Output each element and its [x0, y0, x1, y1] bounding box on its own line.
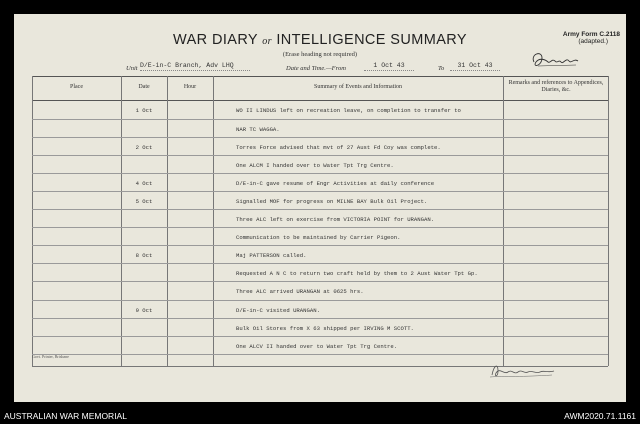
column-line	[32, 76, 33, 366]
date-from-value: 1 Oct 43	[364, 62, 414, 71]
row-summary-text: Three ALC left on exercise from VICTORIA POINT for URANGAN.	[236, 216, 435, 223]
header-date: Date	[138, 84, 150, 90]
row-summary-text: Bulk Oil Stores from X 63 shipped per IRVING M SCOTT.	[236, 324, 414, 332]
row-summary-text: Maj PATTERSON called.	[236, 252, 307, 260]
row-rule	[32, 318, 608, 319]
column-line	[213, 76, 214, 366]
table-top-rule	[32, 76, 608, 77]
date-time-label: Date and Time.—From	[286, 65, 346, 72]
row-rule	[32, 245, 608, 246]
column-line	[167, 76, 168, 366]
header-remarks: Remarks and references to Appendices, Diaries, &c.	[508, 80, 604, 93]
column-line	[121, 76, 122, 366]
column-line	[503, 76, 504, 366]
header-hour: Hour	[183, 84, 197, 90]
row-date: 4 Oct	[135, 179, 153, 187]
row-rule	[32, 191, 608, 192]
row-summary-text: One ALCM I handed over to Water Tpt Trg Centre.	[236, 161, 394, 169]
unit-label: Unit	[126, 65, 138, 72]
row-summary-text: NAR TC WAGGA.	[236, 125, 280, 133]
row-rule	[32, 119, 608, 120]
document-subtitle: (Erase heading not required)	[282, 51, 358, 58]
row-summary-text: Signalled MOF for progress on MILNE BAY Bulk Oil Project.	[236, 197, 428, 205]
caption-right: AWM2020.71.1161	[564, 411, 636, 421]
row-rule	[32, 263, 608, 264]
row-summary-text: One ALCV II handed over to Water Tpt Trg Centre.	[236, 342, 398, 350]
row-summary-text: Requested A N C to return two craft held by them to 2 Aust Water Tpt Gp.	[236, 270, 478, 278]
handwritten-signature-top	[528, 48, 582, 72]
row-rule	[32, 300, 608, 301]
row-rule	[32, 209, 608, 210]
title-war-diary: WAR DIARY	[173, 32, 258, 48]
row-summary-text: D/E-in-C gave resume of Engr Activities at daily conference	[236, 179, 435, 187]
row-summary-text: Three ALC arrived URANGAN at 0625 hrs.	[236, 288, 364, 296]
army-form-number: Army Form C.2118	[562, 31, 620, 38]
title-or: or	[262, 36, 272, 47]
war-diary-sheet	[14, 14, 626, 402]
row-date: 5 Oct	[135, 197, 153, 205]
row-rule	[32, 155, 608, 156]
row-rule	[32, 336, 608, 337]
row-date: 9 Oct	[135, 306, 153, 314]
date-to-label: To	[438, 65, 445, 72]
army-form-adapted: (adapted.)	[578, 38, 608, 45]
row-date: 2 Oct	[135, 143, 153, 151]
row-summary-text: Communication to be maintained by Carrier Pigeon.	[236, 234, 401, 242]
date-to-value: 31 Oct 43	[450, 62, 500, 71]
table-header-rule	[32, 100, 608, 101]
army-form-label	[563, 31, 620, 45]
handwritten-signature-bottom	[484, 359, 560, 381]
row-rule	[32, 173, 608, 174]
column-line	[608, 76, 609, 366]
row-rule	[32, 137, 608, 138]
row-summary-text: WO II LINDUS left on recreation leave, on completion to transfer to	[236, 107, 461, 115]
row-rule	[32, 281, 608, 282]
row-summary-text: D/E-in-C visited URANGAN.	[236, 306, 320, 314]
row-date: 1 Oct	[135, 107, 153, 115]
row-rule	[32, 227, 608, 228]
unit-value: D/E-in-C Branch, Adv LHQ	[140, 62, 250, 71]
printer-note: Govt. Printer, Brisbane	[32, 354, 69, 359]
header-place: Place	[70, 84, 83, 90]
document-title	[14, 32, 626, 48]
row-summary-text: Torres Force advised that mvt of 27 Aust Fd Coy was complete.	[236, 143, 441, 151]
header-summary: Summary of Events and Information	[314, 84, 402, 90]
row-rule	[32, 354, 608, 355]
row-date: 8 Oct	[135, 252, 153, 260]
title-intelligence-summary: INTELLIGENCE SUMMARY	[276, 32, 467, 48]
caption-left: AUSTRALIAN WAR MEMORIAL	[4, 411, 127, 421]
